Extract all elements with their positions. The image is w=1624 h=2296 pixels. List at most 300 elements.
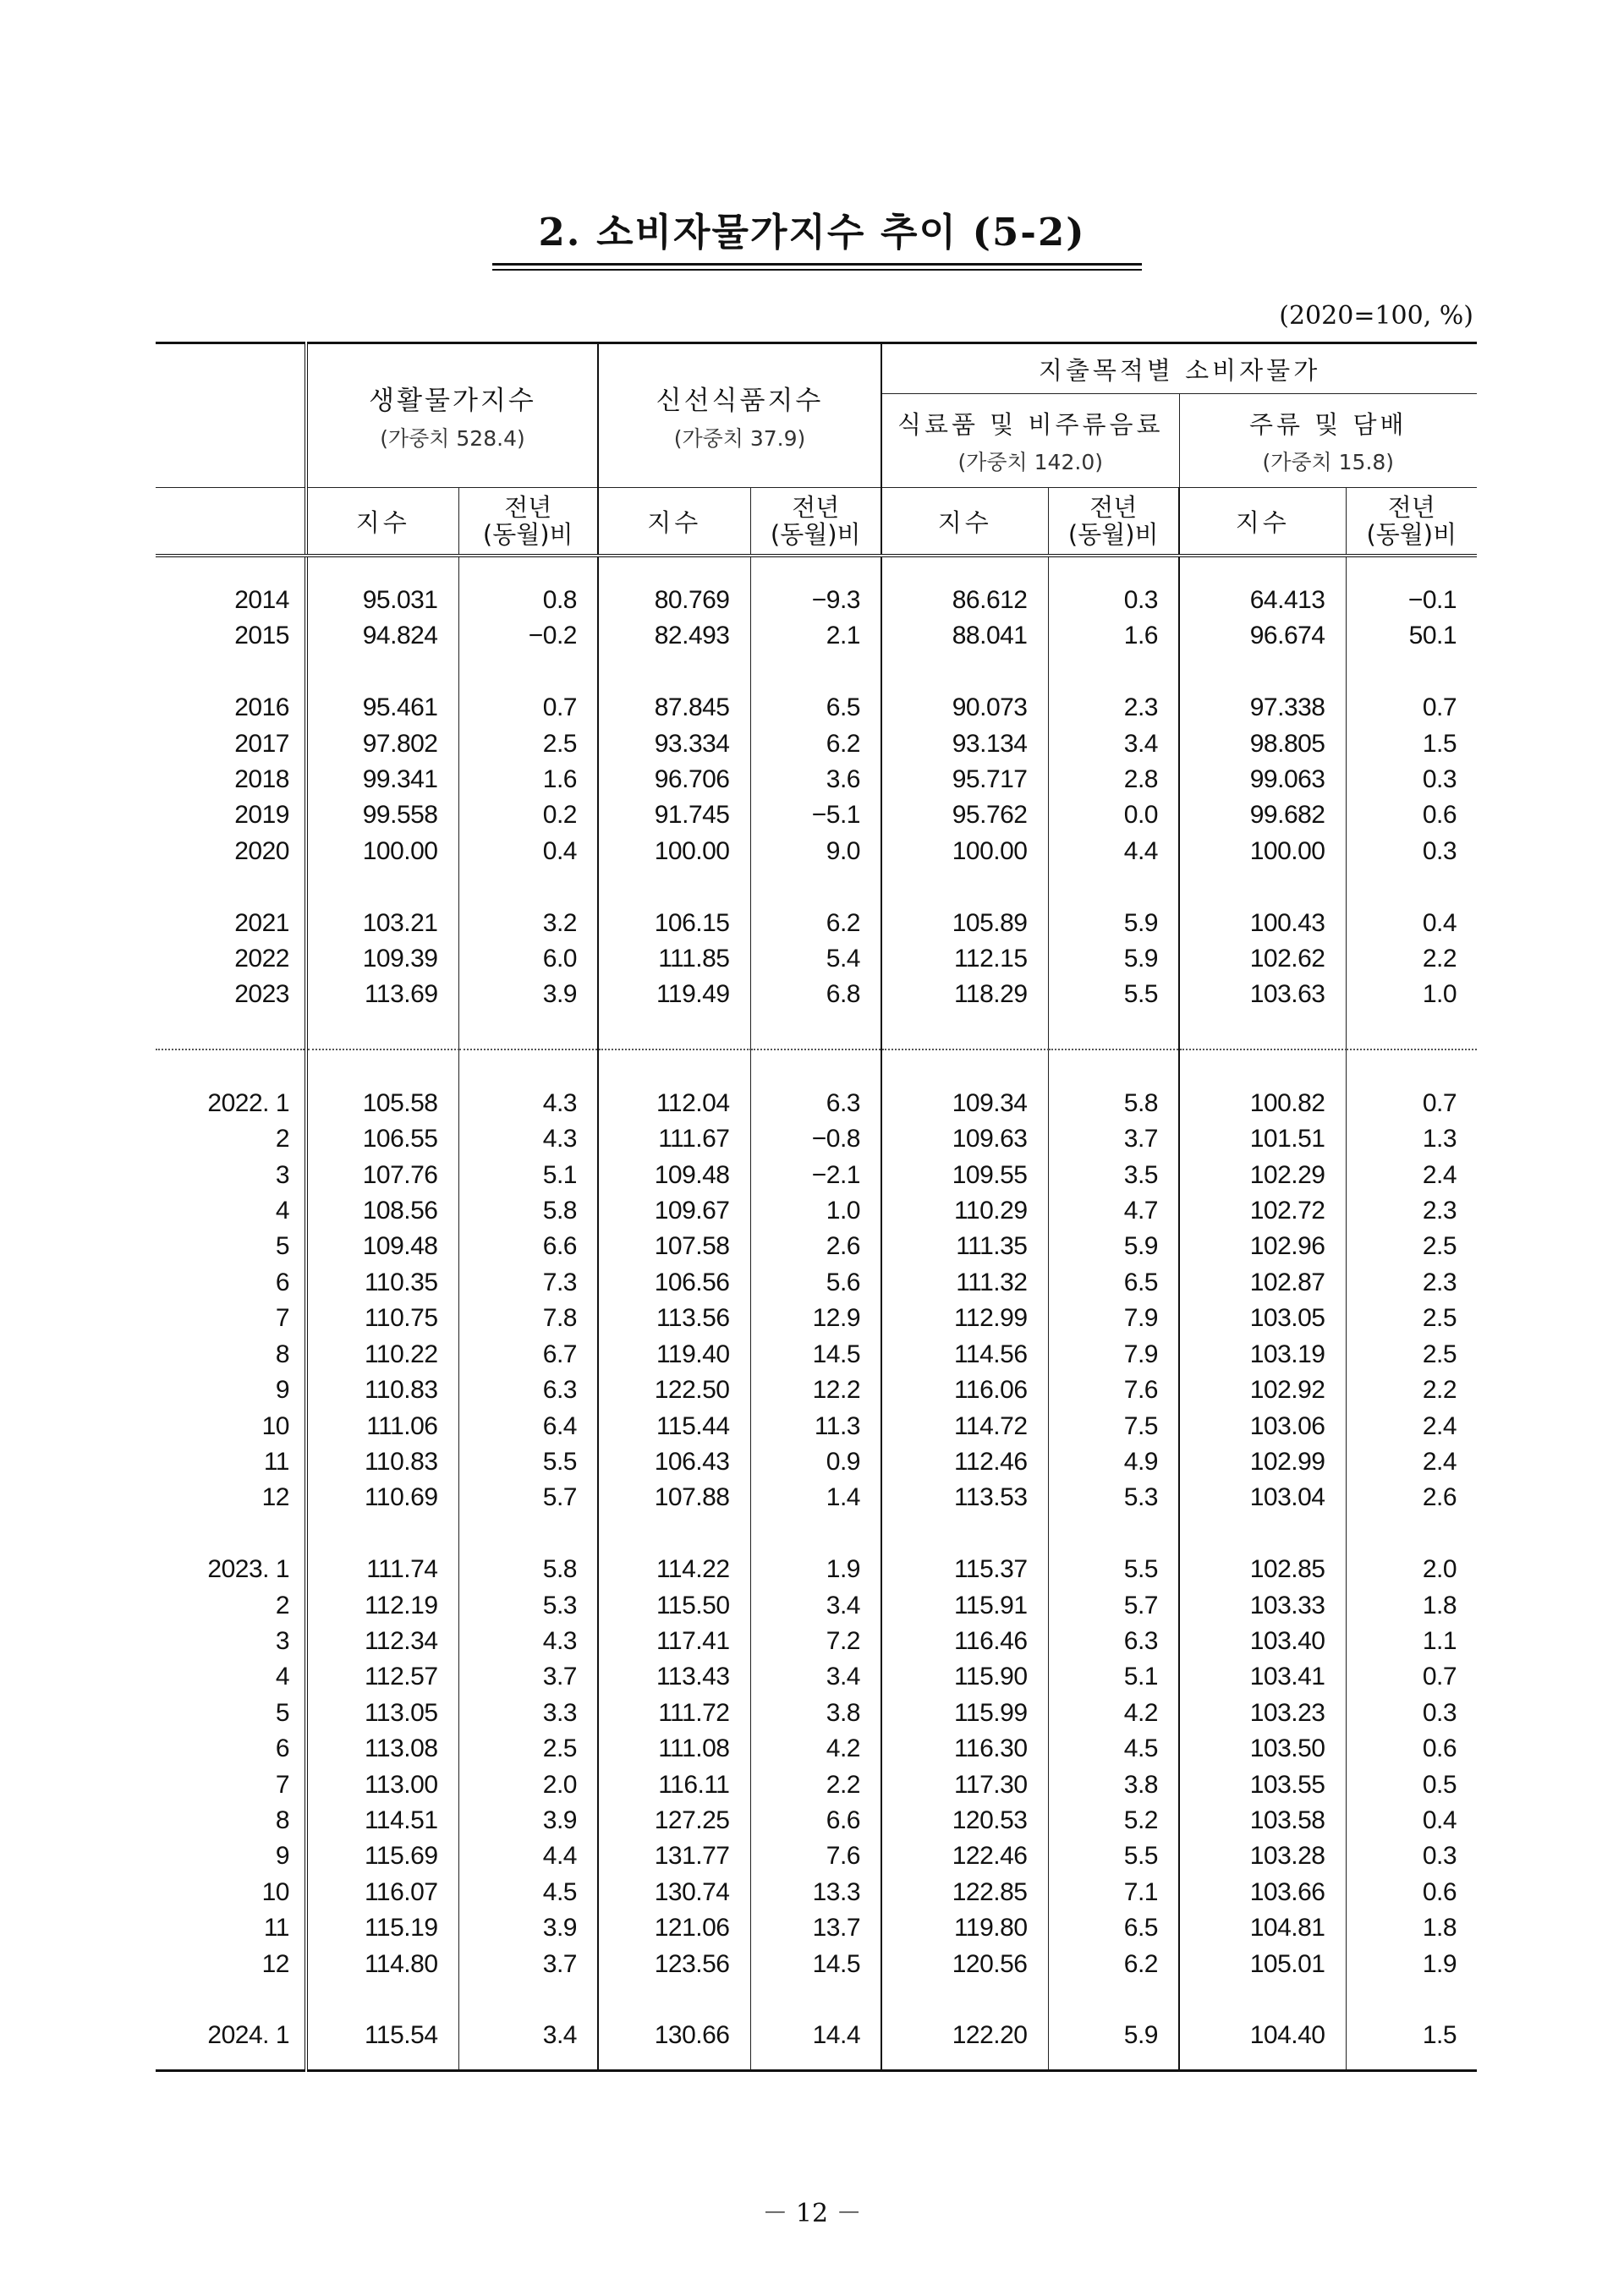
cell-living-yoy: 0.2 bbox=[458, 797, 598, 833]
cell-fresh-yoy: 3.4 bbox=[750, 1588, 881, 1624]
cell-fresh-index: 111.08 bbox=[598, 1731, 750, 1767]
cell-alcohol-index: 103.05 bbox=[1179, 1301, 1346, 1336]
cell-fresh-yoy: 14.4 bbox=[750, 2018, 881, 2053]
cell-living-yoy: 5.8 bbox=[458, 1552, 598, 1587]
cell-living-index: 95.461 bbox=[306, 690, 458, 726]
cell-alcohol-index: 101.51 bbox=[1179, 1121, 1346, 1157]
row-label: 2022 bbox=[234, 945, 289, 973]
row-label: 2 bbox=[275, 1591, 289, 1619]
cell-food-yoy: 0.0 bbox=[1048, 797, 1179, 833]
cell-food-yoy: 5.5 bbox=[1048, 977, 1179, 1012]
cell-fresh-index: 91.745 bbox=[598, 797, 750, 833]
table-row bbox=[156, 1409, 1477, 1444]
cell-living-yoy: 3.2 bbox=[458, 906, 598, 941]
header-living-name: 생활물가지수 bbox=[369, 386, 536, 416]
spacer-row bbox=[156, 1982, 1477, 2018]
row-label: 9 bbox=[275, 1376, 289, 1405]
table-row bbox=[156, 762, 1477, 797]
cell-living-yoy: 3.3 bbox=[458, 1696, 598, 1731]
row-label: 8 bbox=[275, 1340, 289, 1368]
cell-living-yoy: 5.3 bbox=[458, 1588, 598, 1624]
cell-food-index: 86.612 bbox=[881, 583, 1048, 618]
header-living-index bbox=[306, 343, 598, 488]
cell-food-index: 90.073 bbox=[881, 690, 1048, 726]
cell-fresh-index: 106.56 bbox=[598, 1265, 750, 1301]
table-row bbox=[156, 1588, 1477, 1624]
row-label: 2021 bbox=[234, 908, 289, 937]
cell-fresh-yoy: 6.3 bbox=[750, 1086, 881, 1121]
cell-fresh-yoy: 14.5 bbox=[750, 1947, 881, 1982]
cell-living-index: 110.69 bbox=[306, 1480, 458, 1515]
row-label: 11 bbox=[263, 1447, 289, 1476]
table-row bbox=[156, 1767, 1477, 1803]
cell-living-index: 116.07 bbox=[306, 1875, 458, 1910]
cell-alcohol-yoy: 1.8 bbox=[1346, 1910, 1477, 1946]
cell-living-index: 114.51 bbox=[306, 1803, 458, 1838]
cell-food-index: 120.56 bbox=[881, 1947, 1048, 1982]
cell-fresh-yoy: 2.1 bbox=[750, 618, 881, 654]
table-row bbox=[156, 1158, 1477, 1193]
cell-food-index: 116.46 bbox=[881, 1624, 1048, 1659]
cell-food-yoy: 3.4 bbox=[1048, 726, 1179, 762]
row-label: 10 bbox=[261, 1877, 289, 1906]
header-food-name: 식료품 및 비주류음료 bbox=[897, 409, 1164, 439]
table-row bbox=[156, 1301, 1477, 1336]
cell-living-index: 110.83 bbox=[306, 1373, 458, 1408]
cell-alcohol-index: 104.81 bbox=[1179, 1910, 1346, 1946]
cell-alcohol-yoy: 1.5 bbox=[1346, 726, 1477, 762]
cell-food-index: 115.37 bbox=[881, 1552, 1048, 1587]
cell-alcohol-yoy: 2.4 bbox=[1346, 1158, 1477, 1193]
table-row bbox=[156, 1696, 1477, 1731]
cell-food-yoy: 5.7 bbox=[1048, 1588, 1179, 1624]
cell-fresh-yoy: 3.6 bbox=[750, 762, 881, 797]
cell-alcohol-yoy: 1.3 bbox=[1346, 1121, 1477, 1157]
cell-food-yoy: 7.5 bbox=[1048, 1409, 1179, 1444]
row-label: 7 bbox=[275, 1304, 289, 1333]
cell-alcohol-yoy: −0.1 bbox=[1346, 583, 1477, 618]
cell-alcohol-yoy: 2.4 bbox=[1346, 1444, 1477, 1480]
cell-living-yoy: 3.9 bbox=[458, 1803, 598, 1838]
header-fresh-name: 신선식품지수 bbox=[656, 386, 824, 416]
title-underline-second bbox=[492, 269, 1142, 271]
row-label: 2 bbox=[275, 1125, 289, 1153]
cell-alcohol-index: 102.99 bbox=[1179, 1444, 1346, 1480]
spacer-row bbox=[156, 1516, 1477, 1552]
table-row bbox=[156, 1373, 1477, 1408]
cell-fresh-yoy: 11.3 bbox=[750, 1409, 881, 1444]
header-col-index: 지수 bbox=[881, 488, 1048, 556]
header-label-corner bbox=[156, 343, 306, 488]
cell-fresh-yoy: 7.6 bbox=[750, 1838, 881, 1874]
header-col-index: 지수 bbox=[598, 488, 750, 556]
cell-food-index: 116.30 bbox=[881, 1731, 1048, 1767]
cell-food-index: 122.46 bbox=[881, 1838, 1048, 1874]
cell-food-yoy: 3.7 bbox=[1048, 1121, 1179, 1157]
cell-alcohol-index: 99.063 bbox=[1179, 762, 1346, 797]
cell-fresh-yoy: 6.5 bbox=[750, 690, 881, 726]
row-label: 2017 bbox=[234, 729, 289, 758]
page-title-wrap bbox=[0, 201, 1624, 256]
table-row bbox=[156, 618, 1477, 654]
cell-alcohol-yoy: 0.3 bbox=[1346, 1838, 1477, 1874]
cell-living-yoy: 3.9 bbox=[458, 1910, 598, 1946]
cell-food-yoy: 4.5 bbox=[1048, 1731, 1179, 1767]
cell-food-yoy: 0.3 bbox=[1048, 583, 1179, 618]
table-body bbox=[156, 556, 1477, 2070]
cell-living-yoy: 1.6 bbox=[458, 762, 598, 797]
cell-food-yoy: 5.1 bbox=[1048, 1659, 1179, 1695]
cell-alcohol-index: 102.87 bbox=[1179, 1265, 1346, 1301]
cell-alcohol-yoy: 2.2 bbox=[1346, 941, 1477, 977]
cell-alcohol-yoy: 2.3 bbox=[1346, 1193, 1477, 1229]
cell-living-yoy: 4.3 bbox=[458, 1086, 598, 1121]
cell-fresh-index: 130.74 bbox=[598, 1875, 750, 1910]
cell-fresh-yoy: 12.9 bbox=[750, 1301, 881, 1336]
row-label: 2023 bbox=[234, 980, 289, 1009]
cell-food-index: 109.55 bbox=[881, 1158, 1048, 1193]
table-row bbox=[156, 1121, 1477, 1157]
cell-food-yoy: 2.8 bbox=[1048, 762, 1179, 797]
cell-food-index: 88.041 bbox=[881, 618, 1048, 654]
cell-alcohol-index: 97.338 bbox=[1179, 690, 1346, 726]
table-row bbox=[156, 977, 1477, 1012]
cell-food-yoy: 4.2 bbox=[1048, 1696, 1179, 1731]
cell-food-yoy: 5.2 bbox=[1048, 1803, 1179, 1838]
cell-food-index: 95.762 bbox=[881, 797, 1048, 833]
cell-living-index: 97.802 bbox=[306, 726, 458, 762]
cell-living-index: 113.05 bbox=[306, 1696, 458, 1731]
cell-alcohol-yoy: 2.2 bbox=[1346, 1373, 1477, 1408]
cell-fresh-yoy: 7.2 bbox=[750, 1624, 881, 1659]
cell-fresh-index: 127.25 bbox=[598, 1803, 750, 1838]
cell-food-yoy: 5.9 bbox=[1048, 941, 1179, 977]
page-number: － 12 － bbox=[762, 2199, 862, 2228]
cell-food-index: 113.53 bbox=[881, 1480, 1048, 1515]
cell-living-index: 110.35 bbox=[306, 1265, 458, 1301]
cell-fresh-index: 100.00 bbox=[598, 834, 750, 869]
spacer-row bbox=[156, 556, 1477, 583]
cell-food-index: 122.20 bbox=[881, 2018, 1048, 2053]
cell-food-index: 112.15 bbox=[881, 941, 1048, 977]
header-food bbox=[881, 394, 1179, 488]
cell-alcohol-yoy: 1.9 bbox=[1346, 1947, 1477, 1982]
cell-fresh-index: 113.43 bbox=[598, 1659, 750, 1695]
cell-food-yoy: 4.7 bbox=[1048, 1193, 1179, 1229]
cell-living-yoy: 4.3 bbox=[458, 1121, 598, 1157]
cell-alcohol-yoy: 0.3 bbox=[1346, 762, 1477, 797]
cell-alcohol-index: 105.01 bbox=[1179, 1947, 1346, 1982]
cell-food-yoy: 7.1 bbox=[1048, 1875, 1179, 1910]
cell-alcohol-yoy: 0.7 bbox=[1346, 1659, 1477, 1695]
cell-fresh-index: 119.40 bbox=[598, 1337, 750, 1373]
cell-food-index: 115.91 bbox=[881, 1588, 1048, 1624]
cell-living-index: 108.56 bbox=[306, 1193, 458, 1229]
row-label: 12 bbox=[261, 1483, 289, 1512]
row-label: 2024. 1 bbox=[207, 2021, 289, 2050]
row-label: 2018 bbox=[234, 765, 289, 794]
cell-food-yoy: 5.5 bbox=[1048, 1552, 1179, 1587]
header-col-index: 지수 bbox=[1179, 488, 1346, 556]
spacer-row bbox=[156, 1013, 1477, 1049]
cell-living-yoy: 5.1 bbox=[458, 1158, 598, 1193]
cell-fresh-yoy: 6.2 bbox=[750, 726, 881, 762]
cell-alcohol-yoy: 50.1 bbox=[1346, 618, 1477, 654]
cell-alcohol-index: 100.82 bbox=[1179, 1086, 1346, 1121]
cell-fresh-index: 112.04 bbox=[598, 1086, 750, 1121]
table-row bbox=[156, 1838, 1477, 1874]
page-title: 2. 소비자물가지수 추이 (5-2) bbox=[538, 210, 1086, 255]
cell-food-yoy: 5.5 bbox=[1048, 1838, 1179, 1874]
cell-fresh-yoy: 13.3 bbox=[750, 1875, 881, 1910]
cell-alcohol-yoy: 0.3 bbox=[1346, 834, 1477, 869]
table-row bbox=[156, 1444, 1477, 1480]
cell-alcohol-yoy: 1.8 bbox=[1346, 1588, 1477, 1624]
cell-fresh-yoy: −5.1 bbox=[750, 797, 881, 833]
header-fresh-index bbox=[598, 343, 881, 488]
cell-living-index: 109.48 bbox=[306, 1229, 458, 1264]
cell-living-yoy: 6.3 bbox=[458, 1373, 598, 1408]
row-label: 12 bbox=[261, 1949, 289, 1978]
row-label: 10 bbox=[261, 1411, 289, 1440]
cell-food-yoy: 5.9 bbox=[1048, 2018, 1179, 2053]
cell-food-index: 115.99 bbox=[881, 1696, 1048, 1731]
cell-living-index: 106.55 bbox=[306, 1121, 458, 1157]
cell-food-index: 111.35 bbox=[881, 1229, 1048, 1264]
cell-living-index: 111.06 bbox=[306, 1409, 458, 1444]
cell-fresh-index: 109.48 bbox=[598, 1158, 750, 1193]
cell-fresh-index: 122.50 bbox=[598, 1373, 750, 1408]
row-label: 9 bbox=[275, 1842, 289, 1871]
cell-living-yoy: 3.7 bbox=[458, 1947, 598, 1982]
cell-living-yoy: 5.7 bbox=[458, 1480, 598, 1515]
cell-food-yoy: 7.9 bbox=[1048, 1301, 1179, 1336]
cell-food-yoy: 6.3 bbox=[1048, 1624, 1179, 1659]
row-label: 2022. 1 bbox=[207, 1088, 289, 1117]
cell-fresh-index: 114.22 bbox=[598, 1552, 750, 1587]
cell-living-index: 103.21 bbox=[306, 906, 458, 941]
cell-fresh-yoy: 12.2 bbox=[750, 1373, 881, 1408]
cell-fresh-yoy: 9.0 bbox=[750, 834, 881, 869]
row-label: 6 bbox=[275, 1268, 289, 1296]
cell-alcohol-index: 64.413 bbox=[1179, 583, 1346, 618]
cell-living-yoy: 0.7 bbox=[458, 690, 598, 726]
cell-alcohol-index: 102.72 bbox=[1179, 1193, 1346, 1229]
cell-fresh-yoy: 6.2 bbox=[750, 906, 881, 941]
header-alcohol bbox=[1179, 394, 1477, 488]
cell-fresh-index: 107.88 bbox=[598, 1480, 750, 1515]
cell-living-index: 107.76 bbox=[306, 1158, 458, 1193]
cell-alcohol-index: 103.50 bbox=[1179, 1731, 1346, 1767]
cell-fresh-index: 109.67 bbox=[598, 1193, 750, 1229]
cell-living-index: 94.824 bbox=[306, 618, 458, 654]
header-purpose-name: 지출목적별 소비자물가 bbox=[1038, 355, 1321, 385]
table-row bbox=[156, 690, 1477, 726]
header-col-yoy: 전년 (동월)비 bbox=[750, 488, 881, 556]
cell-alcohol-yoy: 2.4 bbox=[1346, 1409, 1477, 1444]
header-living-weight: (가중치 528.4) bbox=[380, 426, 525, 451]
cell-fresh-yoy: −2.1 bbox=[750, 1158, 881, 1193]
cell-food-index: 114.56 bbox=[881, 1337, 1048, 1373]
cell-fresh-yoy: 5.6 bbox=[750, 1265, 881, 1301]
header-col-yoy: 전년 (동월)비 bbox=[1048, 488, 1179, 556]
row-label: 2014 bbox=[234, 586, 289, 614]
row-label: 2019 bbox=[234, 801, 289, 830]
cell-food-index: 111.32 bbox=[881, 1265, 1048, 1301]
cell-living-yoy: 6.7 bbox=[458, 1337, 598, 1373]
row-label: 7 bbox=[275, 1770, 289, 1799]
cell-food-yoy: 7.9 bbox=[1048, 1337, 1179, 1373]
cell-food-yoy: 5.9 bbox=[1048, 1229, 1179, 1264]
spacer-row bbox=[156, 869, 1477, 905]
cell-alcohol-yoy: 0.7 bbox=[1346, 690, 1477, 726]
cell-alcohol-index: 96.674 bbox=[1179, 618, 1346, 654]
cell-living-yoy: 7.8 bbox=[458, 1301, 598, 1336]
cell-alcohol-index: 102.96 bbox=[1179, 1229, 1346, 1264]
cell-living-yoy: 5.5 bbox=[458, 1444, 598, 1480]
cell-living-index: 99.558 bbox=[306, 797, 458, 833]
cell-fresh-yoy: 2.6 bbox=[750, 1229, 881, 1264]
cell-alcohol-index: 103.41 bbox=[1179, 1659, 1346, 1695]
cell-food-yoy: 5.8 bbox=[1048, 1086, 1179, 1121]
cell-living-yoy: 6.4 bbox=[458, 1409, 598, 1444]
cell-alcohol-index: 103.58 bbox=[1179, 1803, 1346, 1838]
table-row bbox=[156, 726, 1477, 762]
cell-fresh-index: 111.72 bbox=[598, 1696, 750, 1731]
header-alcohol-name: 주류 및 담배 bbox=[1249, 409, 1407, 439]
spacer-row bbox=[156, 655, 1477, 690]
cell-food-index: 115.90 bbox=[881, 1659, 1048, 1695]
header-fresh-weight: (가중치 37.9) bbox=[673, 426, 806, 451]
cell-food-yoy: 1.6 bbox=[1048, 618, 1179, 654]
cell-living-yoy: 7.3 bbox=[458, 1265, 598, 1301]
spacer-row bbox=[156, 2054, 1477, 2071]
cell-alcohol-index: 100.43 bbox=[1179, 906, 1346, 941]
cell-living-index: 115.54 bbox=[306, 2018, 458, 2053]
cell-living-index: 113.69 bbox=[306, 977, 458, 1012]
cell-alcohol-yoy: 0.6 bbox=[1346, 1731, 1477, 1767]
cell-living-index: 110.75 bbox=[306, 1301, 458, 1336]
cell-alcohol-yoy: 1.0 bbox=[1346, 977, 1477, 1012]
table-row bbox=[156, 1552, 1477, 1587]
cell-living-index: 99.341 bbox=[306, 762, 458, 797]
cell-fresh-index: 80.769 bbox=[598, 583, 750, 618]
cell-fresh-yoy: −0.8 bbox=[750, 1121, 881, 1157]
cell-fresh-yoy: 2.2 bbox=[750, 1767, 881, 1803]
table-row bbox=[156, 906, 1477, 941]
cell-fresh-index: 130.66 bbox=[598, 2018, 750, 2053]
row-label: 2015 bbox=[234, 622, 289, 650]
spacer-row bbox=[156, 1049, 1477, 1086]
cell-living-yoy: 6.0 bbox=[458, 941, 598, 977]
row-label: 4 bbox=[275, 1197, 289, 1225]
table-row bbox=[156, 797, 1477, 833]
cell-living-index: 113.00 bbox=[306, 1767, 458, 1803]
cell-fresh-index: 111.67 bbox=[598, 1121, 750, 1157]
cell-fresh-yoy: −9.3 bbox=[750, 583, 881, 618]
cell-alcohol-yoy: 2.0 bbox=[1346, 1552, 1477, 1587]
cell-food-yoy: 6.2 bbox=[1048, 1947, 1179, 1982]
cell-alcohol-index: 102.62 bbox=[1179, 941, 1346, 977]
cell-living-yoy: 3.7 bbox=[458, 1659, 598, 1695]
cell-food-index: 93.134 bbox=[881, 726, 1048, 762]
table-row bbox=[156, 1731, 1477, 1767]
cell-alcohol-index: 103.23 bbox=[1179, 1696, 1346, 1731]
table-row bbox=[156, 1947, 1477, 1982]
cell-alcohol-yoy: 2.6 bbox=[1346, 1480, 1477, 1515]
cell-alcohol-index: 103.55 bbox=[1179, 1767, 1346, 1803]
cell-alcohol-yoy: 2.5 bbox=[1346, 1229, 1477, 1264]
cell-fresh-index: 87.845 bbox=[598, 690, 750, 726]
row-label: 3 bbox=[275, 1626, 289, 1655]
table-row bbox=[156, 941, 1477, 977]
cell-fresh-index: 115.44 bbox=[598, 1409, 750, 1444]
cell-food-yoy: 4.9 bbox=[1048, 1444, 1179, 1480]
table-row bbox=[156, 1803, 1477, 1838]
cell-food-index: 117.30 bbox=[881, 1767, 1048, 1803]
cell-alcohol-yoy: 0.6 bbox=[1346, 797, 1477, 833]
table-row bbox=[156, 1265, 1477, 1301]
row-label: 2016 bbox=[234, 693, 289, 722]
cell-living-yoy: 4.5 bbox=[458, 1875, 598, 1910]
cell-fresh-yoy: 1.0 bbox=[750, 1193, 881, 1229]
row-label: 8 bbox=[275, 1806, 289, 1834]
cell-fresh-yoy: 14.5 bbox=[750, 1337, 881, 1373]
cell-fresh-yoy: 6.6 bbox=[750, 1803, 881, 1838]
cell-alcohol-index: 103.66 bbox=[1179, 1875, 1346, 1910]
cell-fresh-index: 123.56 bbox=[598, 1947, 750, 1982]
table-row bbox=[156, 1624, 1477, 1659]
cell-living-yoy: 6.6 bbox=[458, 1229, 598, 1264]
cell-food-index: 109.34 bbox=[881, 1086, 1048, 1121]
cell-food-yoy: 3.5 bbox=[1048, 1158, 1179, 1193]
cell-fresh-index: 121.06 bbox=[598, 1910, 750, 1946]
table-header bbox=[156, 343, 1477, 556]
cell-alcohol-index: 102.85 bbox=[1179, 1552, 1346, 1587]
row-label: 3 bbox=[275, 1160, 289, 1189]
row-label: 6 bbox=[275, 1734, 289, 1763]
cell-alcohol-index: 102.92 bbox=[1179, 1373, 1346, 1408]
cell-living-yoy: 2.5 bbox=[458, 726, 598, 762]
row-label: 4 bbox=[275, 1663, 289, 1691]
cell-alcohol-index: 103.06 bbox=[1179, 1409, 1346, 1444]
cell-living-yoy: −0.2 bbox=[458, 618, 598, 654]
cell-food-index: 114.72 bbox=[881, 1409, 1048, 1444]
cell-alcohol-yoy: 2.3 bbox=[1346, 1265, 1477, 1301]
cell-food-index: 105.89 bbox=[881, 906, 1048, 941]
cell-food-yoy: 6.5 bbox=[1048, 1910, 1179, 1946]
cell-living-yoy: 2.0 bbox=[458, 1767, 598, 1803]
cell-living-index: 100.00 bbox=[306, 834, 458, 869]
cell-living-index: 110.22 bbox=[306, 1337, 458, 1373]
cpi-table bbox=[156, 342, 1477, 2072]
cell-alcohol-index: 103.04 bbox=[1179, 1480, 1346, 1515]
cell-living-index: 95.031 bbox=[306, 583, 458, 618]
table-row bbox=[156, 1659, 1477, 1695]
cell-food-index: 119.80 bbox=[881, 1910, 1048, 1946]
cell-fresh-yoy: 6.8 bbox=[750, 977, 881, 1012]
cell-living-index: 109.39 bbox=[306, 941, 458, 977]
cell-alcohol-index: 103.33 bbox=[1179, 1588, 1346, 1624]
header-col-yoy: 전년 (동월)비 bbox=[1346, 488, 1477, 556]
cell-fresh-yoy: 3.8 bbox=[750, 1696, 881, 1731]
cell-fresh-index: 107.58 bbox=[598, 1229, 750, 1264]
cell-food-yoy: 4.4 bbox=[1048, 834, 1179, 869]
cell-fresh-index: 113.56 bbox=[598, 1301, 750, 1336]
cell-alcohol-yoy: 0.3 bbox=[1346, 1696, 1477, 1731]
cell-fresh-index: 111.85 bbox=[598, 941, 750, 977]
cell-living-index: 111.74 bbox=[306, 1552, 458, 1587]
